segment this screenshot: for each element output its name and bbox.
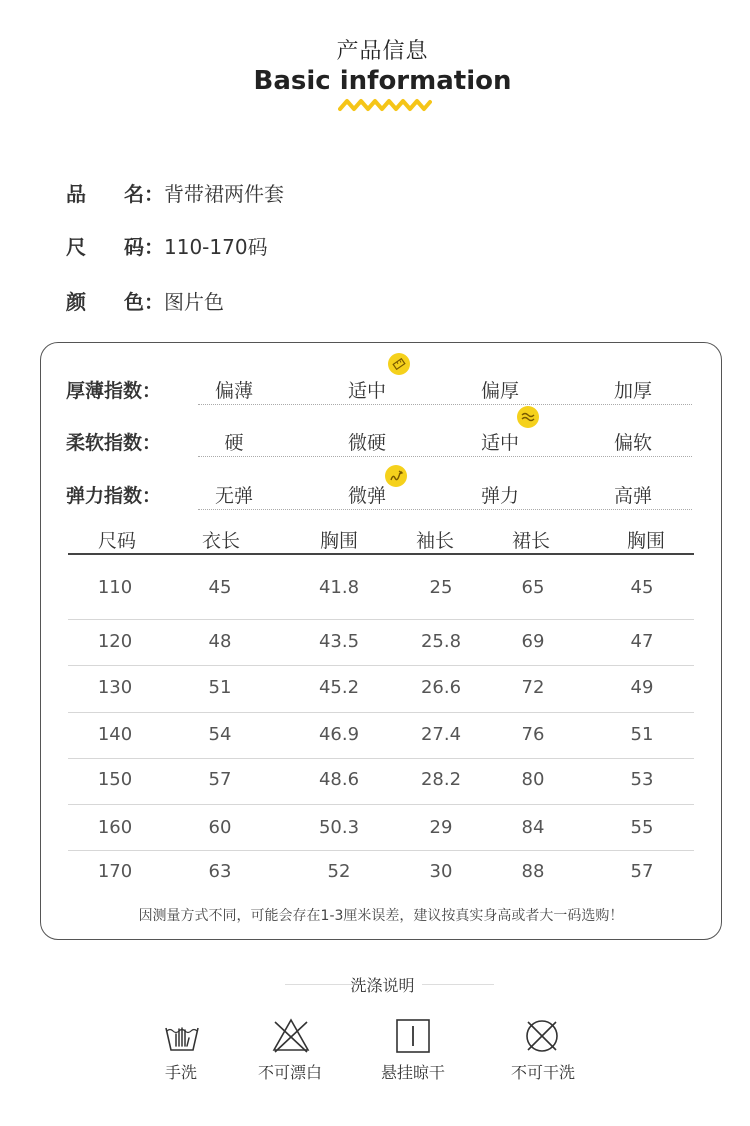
line-dry-icon xyxy=(393,1016,433,1056)
table-cell: 29 xyxy=(429,817,453,838)
color-value: 图片色 xyxy=(164,290,224,314)
table-cell: 25 xyxy=(429,577,453,598)
table-cell: 120 xyxy=(97,631,133,652)
table-cell: 140 xyxy=(97,724,133,745)
wave-icon xyxy=(517,406,539,428)
elasticity-option: 高弹 xyxy=(613,485,652,507)
elasticity-label: 弹力指数： xyxy=(66,485,162,507)
row-divider xyxy=(68,758,694,759)
row-divider xyxy=(68,850,694,851)
ruler-icon xyxy=(388,353,410,375)
thickness-label: 厚薄指数： xyxy=(66,380,162,402)
divider-line xyxy=(422,984,494,985)
table-cell: 88 xyxy=(521,861,545,882)
page-title-en: Basic information xyxy=(253,66,512,96)
divider-dotted xyxy=(198,456,692,457)
table-header-cell: 尺码 xyxy=(97,530,136,552)
table-cell: 60 xyxy=(208,817,232,838)
divider-dotted xyxy=(198,404,692,405)
table-cell: 26.6 xyxy=(420,677,462,698)
table-cell: 50.3 xyxy=(318,817,360,838)
table-cell: 45 xyxy=(630,577,654,598)
table-cell: 28.2 xyxy=(420,769,462,790)
table-cell: 55 xyxy=(630,817,654,838)
elasticity-option: 无弹 xyxy=(214,485,253,507)
name-value: 背带裙两件套 xyxy=(164,182,284,206)
no-bleach-icon xyxy=(271,1016,311,1056)
table-cell: 160 xyxy=(97,817,133,838)
softness-option: 硬 xyxy=(224,432,244,454)
table-cell: 51 xyxy=(208,677,232,698)
table-cell: 51 xyxy=(630,724,654,745)
table-cell: 45 xyxy=(208,577,232,598)
elasticity-option: 弹力 xyxy=(480,485,519,507)
spring-icon xyxy=(385,465,407,487)
size-label-2: 码： xyxy=(124,235,164,259)
color-label-1: 颜 xyxy=(66,290,86,314)
table-cell: 53 xyxy=(630,769,654,790)
care-label: 手洗 xyxy=(164,1063,197,1082)
thickness-option: 适中 xyxy=(347,380,386,402)
row-divider xyxy=(68,665,694,666)
softness-option: 适中 xyxy=(480,432,519,454)
size-value: 110-170码 xyxy=(164,235,268,259)
table-cell: 52 xyxy=(327,861,351,882)
table-cell: 170 xyxy=(97,861,133,882)
table-cell: 30 xyxy=(429,861,453,882)
table-header-rule xyxy=(68,553,694,555)
no-dry-clean-icon xyxy=(522,1016,562,1056)
care-label: 悬挂晾干 xyxy=(380,1063,445,1082)
divider-dotted xyxy=(198,509,692,510)
softness-label: 柔软指数： xyxy=(66,432,162,454)
table-cell: 76 xyxy=(521,724,545,745)
table-cell: 69 xyxy=(521,631,545,652)
table-cell: 48 xyxy=(208,631,232,652)
table-cell: 130 xyxy=(97,677,133,698)
size-label-1: 尺 xyxy=(66,235,86,259)
row-divider xyxy=(68,712,694,713)
table-cell: 63 xyxy=(208,861,232,882)
row-divider xyxy=(68,804,694,805)
table-cell: 48.6 xyxy=(318,769,360,790)
table-cell: 27.4 xyxy=(420,724,462,745)
row-divider xyxy=(68,619,694,620)
hand-wash-icon xyxy=(162,1016,202,1056)
measurement-note: 因测量方式不同，可能会存在1-3厘米误差，建议按真实身高或者大一码选购！ xyxy=(138,908,624,924)
table-header-cell: 胸围 xyxy=(319,530,358,552)
table-cell: 57 xyxy=(630,861,654,882)
elasticity-option: 微弹 xyxy=(347,485,386,507)
color-label-2: 色： xyxy=(124,290,164,314)
zigzag-decoration xyxy=(338,98,432,112)
table-cell: 65 xyxy=(521,577,545,598)
table-cell: 84 xyxy=(521,817,545,838)
table-cell: 49 xyxy=(630,677,654,698)
wash-title: 洗涤说明 xyxy=(350,976,415,995)
thickness-option: 偏薄 xyxy=(214,380,253,402)
table-header-cell: 衣长 xyxy=(201,530,240,552)
table-cell: 57 xyxy=(208,769,232,790)
table-cell: 110 xyxy=(97,577,133,598)
thickness-option: 偏厚 xyxy=(480,380,519,402)
softness-option: 偏软 xyxy=(613,432,652,454)
table-cell: 41.8 xyxy=(318,577,360,598)
table-cell: 80 xyxy=(521,769,545,790)
table-header-cell: 裙长 xyxy=(511,530,550,552)
table-cell: 45.2 xyxy=(318,677,360,698)
care-label: 不可干洗 xyxy=(510,1063,575,1082)
softness-option: 微硬 xyxy=(347,432,386,454)
info-color-row xyxy=(66,286,224,315)
table-cell: 54 xyxy=(208,724,232,745)
name-label-1: 品 xyxy=(66,182,86,206)
page-title-cn: 产品信息 xyxy=(336,39,429,64)
table-cell: 46.9 xyxy=(318,724,360,745)
table-header-cell: 袖长 xyxy=(415,530,454,552)
table-cell: 47 xyxy=(630,631,654,652)
table-cell: 25.8 xyxy=(420,631,462,652)
table-header-cell: 胸围 xyxy=(626,530,665,552)
care-label: 不可漂白 xyxy=(257,1063,322,1082)
table-cell: 150 xyxy=(97,769,133,790)
info-size-row xyxy=(66,231,268,260)
table-cell: 43.5 xyxy=(318,631,360,652)
name-label-2: 名： xyxy=(124,182,164,206)
info-name-row xyxy=(66,178,284,207)
table-cell: 72 xyxy=(521,677,545,698)
thickness-option: 加厚 xyxy=(613,380,652,402)
